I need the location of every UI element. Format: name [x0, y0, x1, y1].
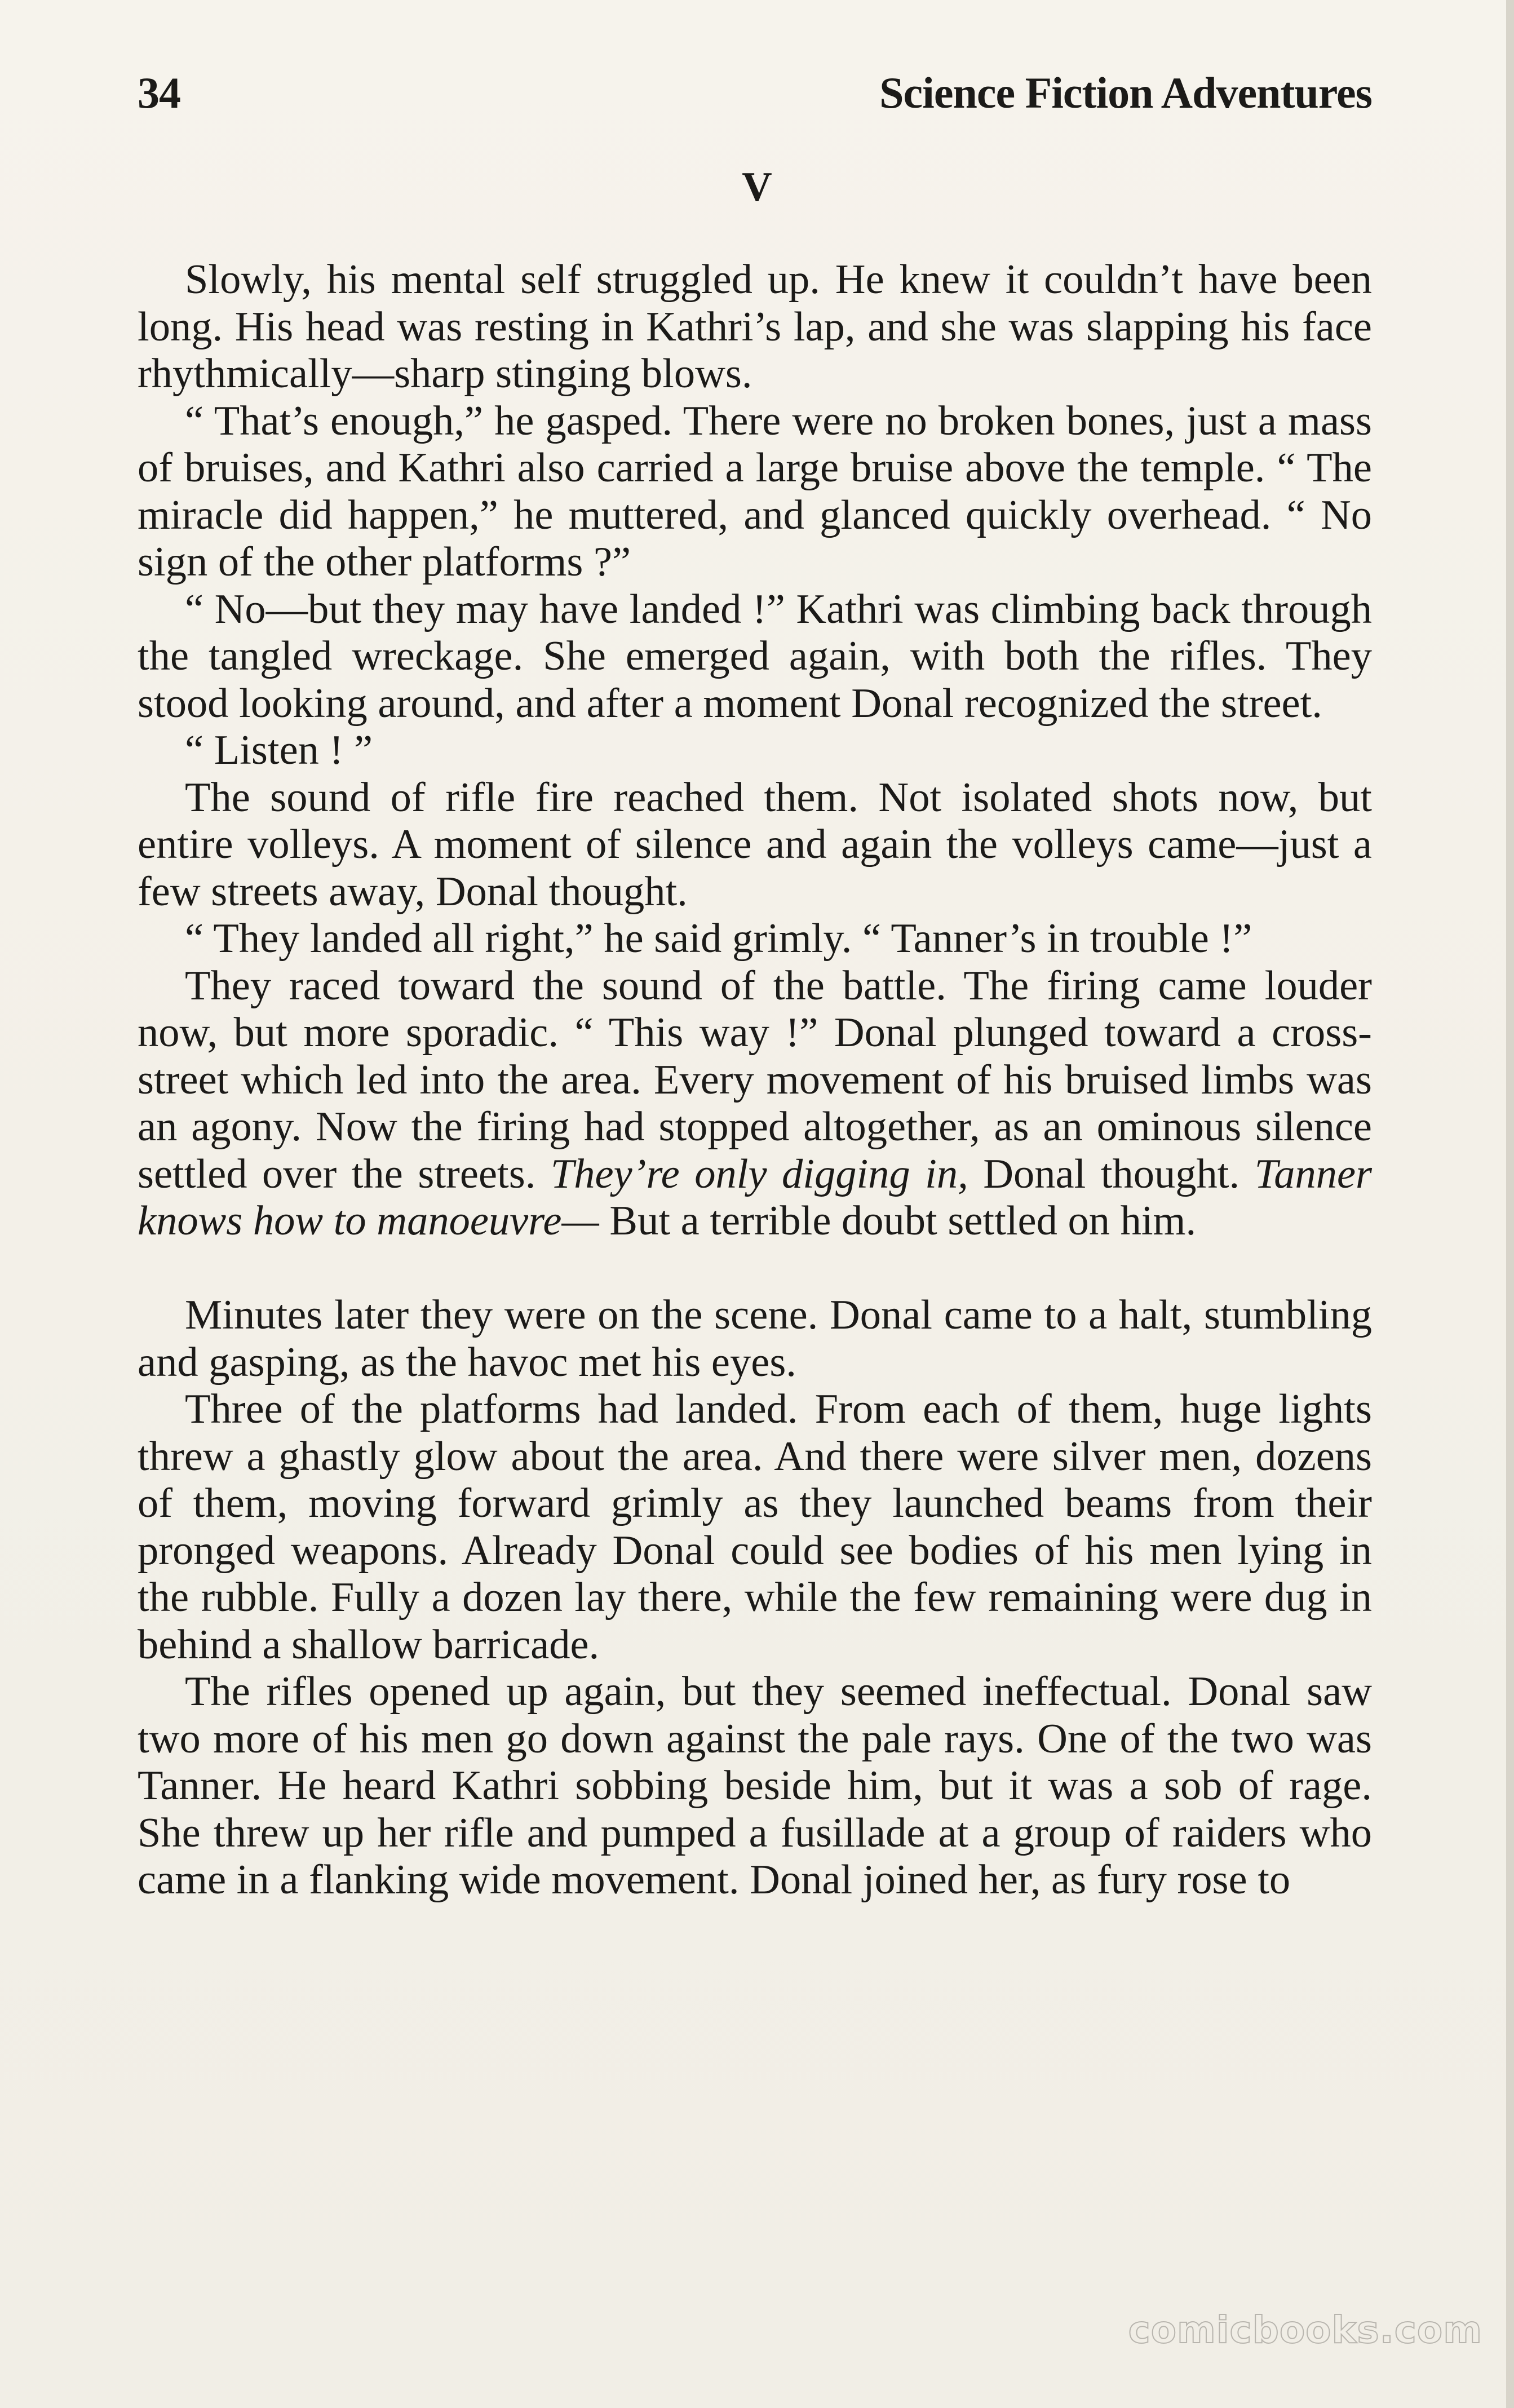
paragraph-text: They raced toward the sound of the battle. The firing came louder now, but more sporadic. “ This way !” Donal plunged toward a cross-street which led into the area. Every movement of his bruised limbs was an agony. Now the firing had stopped altogether, as an ominous silence settled over the streets.: [138, 962, 1372, 1197]
paragraph: “ Listen ! ”: [185, 727, 373, 773]
running-header: [138, 68, 1372, 124]
chapter-heading: V: [742, 164, 772, 210]
paragraph: Minutes later they were on the scene. Donal came to a halt, stumbling and gasping, as the havoc met his eyes.: [138, 1292, 1372, 1386]
body-text: [138, 256, 1372, 1904]
page-edge: [1506, 0, 1514, 2408]
watermark: comicbooks.com: [1128, 2308, 1482, 2352]
paragraph: “ They landed all right,” he said grimly. “ Tanner’s in trouble !”: [185, 915, 1252, 962]
paragraph-text: But a terrible doubt settled on him.: [599, 1198, 1197, 1244]
paragraph: “ No—but they may have landed !” Kathri was climbing back through the tangled wreckage. She emerged again, with both the rifles. They stood looking around, and after a moment Donal recognized the street.: [138, 586, 1372, 727]
paragraph: [138, 963, 1372, 1245]
paragraph-text: Donal thought.: [968, 1150, 1255, 1197]
paragraph: The sound of rifle fire reached them. Not isolated shots now, but entire volleys. A moment of silence and again the volleys came—just a few streets away, Donal thought.: [138, 774, 1372, 915]
paragraph: “ That’s enough,” he gasped. There were no broken bones, just a mass of bruises, and Kathri also carried a large bruise above the temple. “ The miracle did happen,” he muttered, and glanced quickly overhead. “ No sign of the other platforms ?”: [138, 397, 1372, 585]
paragraph: Slowly, his mental self struggled up. He knew it couldn’t have been long. His head was resting in Kathri’s lap, and she was slapping his face rhythmically—sharp stinging blows.: [138, 256, 1372, 397]
paragraph: The rifles opened up again, but they seemed ineffectual. Donal saw two more of his men go down against the pale rays. One of the two was Tanner. He heard Kathri sobbing beside him, but it was a sob of rage. She threw up her rifle and pumped a fusillade at a group of raiders who came in a flanking wide movement. Donal joined her, as fury rose to: [138, 1668, 1372, 1903]
page-number: 34: [138, 68, 180, 117]
running-title: Science Fiction Adventures: [879, 68, 1372, 117]
italic-thought: Tanner knows how to manoeuvre—: [138, 1150, 1373, 1244]
paragraph: Three of the platforms had landed. From each of them, huge lights threw a ghastly glow about the area. And there were silver men, dozens of them, moving forward grimly as they launched beams from their pronged weapons. Already Donal could see bodies of his men lying in the rubble. Fully a dozen lay there, while the few remaining were dug in behind a shallow barricade.: [138, 1386, 1372, 1668]
italic-thought: They’re only digging in,: [550, 1150, 968, 1197]
